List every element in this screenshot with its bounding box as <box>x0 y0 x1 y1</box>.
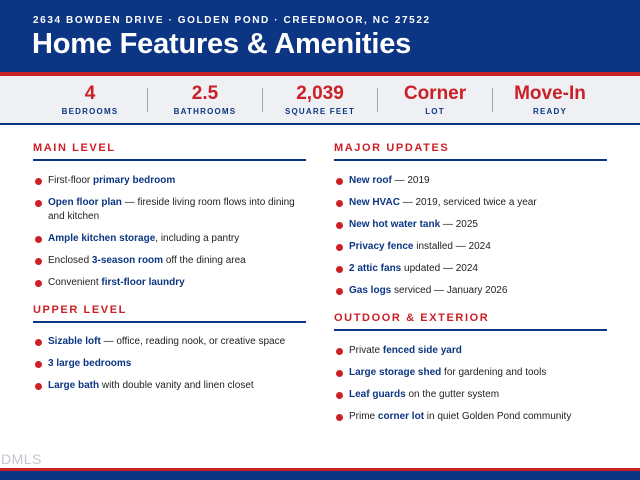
feature-text: with double vanity and linen closet <box>99 380 254 391</box>
stat-label: BATHROOMS <box>173 107 237 116</box>
feature-text: — fireside living room flows into dining and kitchen <box>48 197 295 222</box>
upper-level-heading: UPPER LEVEL <box>33 304 128 316</box>
page-title: Home Features & Amenities <box>32 28 412 60</box>
stat-bedrooms <box>33 82 147 116</box>
bullet-icon <box>336 244 343 251</box>
feature-highlight: New HVAC <box>349 197 400 208</box>
stat-square-feet <box>263 82 377 116</box>
outdoor-heading: OUTDOOR & EXTERIOR <box>334 312 490 324</box>
bullet-icon <box>336 200 343 207</box>
stat-value: 4 <box>84 83 96 104</box>
feature-text: , including a pantry <box>155 233 240 244</box>
bullet-icon <box>35 339 42 346</box>
feature-text: off the dining area <box>163 255 246 266</box>
property-address: 2634 BOWDEN DRIVE · GOLDEN POND · CREEDMOOR, NC 27522 <box>33 15 431 26</box>
feature-item <box>334 388 604 402</box>
bullet-icon <box>35 178 42 185</box>
bullet-icon <box>336 392 343 399</box>
feature-item <box>33 357 303 371</box>
feature-highlight: 3-season room <box>91 255 164 266</box>
feature-text: Private <box>349 345 383 356</box>
feature-highlight: Gas logs <box>349 285 392 296</box>
feature-highlight: Privacy fence <box>349 241 414 252</box>
feature-highlight: Large bath <box>48 380 100 391</box>
feature-item <box>33 254 303 268</box>
feature-text: on the gutter system <box>405 389 500 400</box>
feature-item <box>334 344 604 358</box>
upper-level-rule <box>33 321 306 323</box>
bullet-icon <box>35 361 42 368</box>
outdoor-list <box>334 344 604 432</box>
feature-text: Convenient <box>48 277 102 288</box>
feature-highlight: first-floor laundry <box>101 277 185 288</box>
stat-bathrooms <box>148 82 262 116</box>
bullet-icon <box>35 280 42 287</box>
feature-item <box>334 262 604 276</box>
feature-text: — 2019, serviced twice a year <box>399 197 537 208</box>
feature-text: — 2019 <box>391 175 430 186</box>
feature-text: — 2025 <box>440 219 478 230</box>
feature-item <box>33 232 303 246</box>
feature-text: in quiet Golden Pond community <box>424 411 572 422</box>
feature-highlight: corner lot <box>377 411 425 422</box>
bullet-icon <box>35 236 42 243</box>
main-level-list <box>33 174 303 298</box>
outdoor-rule <box>334 329 607 331</box>
feature-text: Prime <box>349 411 378 422</box>
bullet-icon <box>35 200 42 207</box>
feature-text: serviced — January 2026 <box>391 285 508 296</box>
bullet-icon <box>336 370 343 377</box>
bullet-icon <box>336 414 343 421</box>
feature-highlight: primary bedroom <box>93 175 176 186</box>
bullet-icon <box>336 222 343 229</box>
feature-highlight: New hot water tank <box>349 219 441 230</box>
feature-item <box>334 240 604 254</box>
feature-highlight: Large storage shed <box>349 367 442 378</box>
feature-highlight: New roof <box>349 175 392 186</box>
feature-item <box>334 366 604 380</box>
feature-item <box>33 174 303 188</box>
feature-text: installed — 2024 <box>413 241 491 252</box>
feature-text: Enclosed <box>48 255 92 266</box>
major-updates-heading: MAJOR UPDATES <box>334 142 450 154</box>
feature-item <box>334 196 604 210</box>
stat-value: Corner <box>403 83 467 104</box>
stats-bar <box>0 76 640 125</box>
stat-label: BEDROOMS <box>61 107 119 116</box>
feature-highlight: Ample kitchen storage <box>48 233 156 244</box>
main-level-rule <box>33 159 306 161</box>
feature-highlight: Leaf guards <box>349 389 406 400</box>
stat-value: 2,039 <box>296 83 344 104</box>
feature-text: First-floor <box>48 175 93 186</box>
stat-lot <box>378 82 492 116</box>
feature-item <box>334 218 604 232</box>
feature-item <box>33 276 303 290</box>
feature-item <box>33 196 303 224</box>
dmls-watermark: DMLS <box>1 451 42 467</box>
header-banner <box>0 0 640 72</box>
feature-highlight: Open floor plan <box>48 197 122 208</box>
feature-highlight: 2 attic fans <box>349 263 402 274</box>
feature-item <box>334 410 604 424</box>
bullet-icon <box>35 383 42 390</box>
bullet-icon <box>336 178 343 185</box>
stat-label: READY <box>532 107 567 116</box>
main-level-heading: MAIN LEVEL <box>33 142 116 154</box>
feature-item <box>33 335 303 349</box>
feature-item <box>334 174 604 188</box>
footer-band <box>0 471 640 480</box>
stat-label: LOT <box>425 107 445 116</box>
bullet-icon <box>336 348 343 355</box>
feature-text: — office, reading nook, or creative space <box>100 336 286 347</box>
feature-highlight: 3 large bedrooms <box>48 358 132 369</box>
bullet-icon <box>336 266 343 273</box>
feature-item <box>334 284 604 298</box>
stat-move-in <box>493 82 607 116</box>
bullet-icon <box>336 288 343 295</box>
major-updates-list <box>334 174 604 306</box>
feature-text: for gardening and tools <box>441 367 547 378</box>
major-updates-rule <box>334 159 607 161</box>
upper-level-list <box>33 335 303 401</box>
stat-label: SQUARE FEET <box>284 107 356 116</box>
feature-highlight: fenced side yard <box>382 345 462 356</box>
feature-text: updated — 2024 <box>401 263 478 274</box>
bullet-icon <box>35 258 42 265</box>
stat-value: Move-In <box>514 83 586 104</box>
feature-highlight: Sizable loft <box>48 336 101 347</box>
feature-item <box>33 379 303 393</box>
stat-value: 2.5 <box>191 83 219 104</box>
